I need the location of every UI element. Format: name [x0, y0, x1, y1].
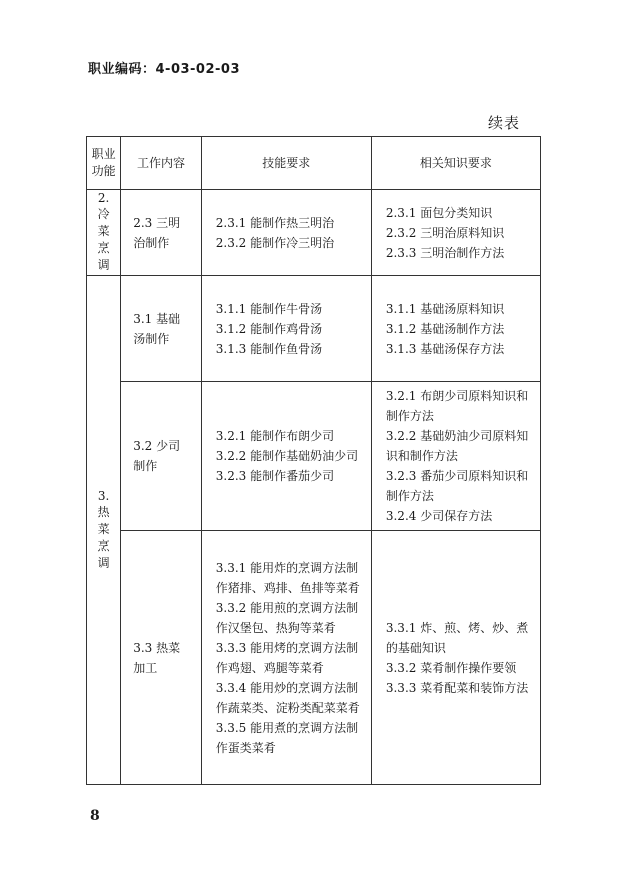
- func-cold-dish: 2. 冷菜烹调: [87, 190, 121, 276]
- table-row: [87, 531, 541, 785]
- skills-table: [86, 136, 541, 785]
- work-2-3: 2.3 三明治制作: [121, 190, 202, 276]
- table-row: [87, 276, 541, 382]
- skills-2-3: 2.3.1 能制作热三明治 2.3.2 能制作冷三明治: [201, 190, 371, 276]
- table-row: [87, 190, 541, 276]
- work-3-2: 3.2 少司制作: [121, 382, 202, 531]
- header-knowledge: 相关知识要求: [371, 137, 540, 190]
- skills-3-2: 3.2.1 能制作布朗少司 3.2.2 能制作基础奶油少司 3.2.3 能制作番茄少司: [201, 382, 371, 531]
- header-skill: 技能要求: [201, 137, 371, 190]
- page-number: 8: [90, 808, 100, 824]
- header-work: 工作内容: [121, 137, 202, 190]
- skills-3-1: 3.1.1 能制作牛骨汤 3.1.2 能制作鸡骨汤 3.1.3 能制作鱼骨汤: [201, 276, 371, 382]
- table-header-row: [87, 137, 541, 190]
- knowledge-3-2: 3.2.1 布朗少司原料知识和制作方法 3.2.2 基础奶油少司原料知识和制作方法 3.2.3 番茄少司原料知识和制作方法 3.2.4 少司保存方法: [371, 382, 540, 531]
- continued-label: 续表: [488, 114, 521, 132]
- work-3-3: 3.3 热菜加工: [121, 531, 202, 785]
- header-func: 职业功能: [87, 137, 121, 190]
- table-row: [87, 382, 541, 531]
- occupation-code: 职业编码：4-03-02-03: [88, 62, 241, 77]
- knowledge-3-1: 3.1.1 基础汤原料知识 3.1.2 基础汤制作方法 3.1.3 基础汤保存方法: [371, 276, 540, 382]
- work-3-1: 3.1 基础汤制作: [121, 276, 202, 382]
- knowledge-2-3: 2.3.1 面包分类知识 2.3.2 三明治原料知识 2.3.3 三明治制作方法: [371, 190, 540, 276]
- func-hot-dish: 3. 热菜烹调: [87, 276, 121, 785]
- knowledge-3-3: 3.3.1 炸、煎、烤、炒、煮的基础知识 3.3.2 菜肴制作操作要领 3.3.3 菜肴配菜和装饰方法: [371, 531, 540, 785]
- skills-3-3: 3.3.1 能用炸的烹调方法制作猪排、鸡排、鱼排等菜肴 3.3.2 能用煎的烹调方法制作汉堡包、热狗等菜肴 3.3.3 能用烤的烹调方法制作鸡翅、鸡腿等菜肴 3.3.4 能用炒的烹调方法制作蔬菜类、淀粉类配菜菜肴 3.3.5 能用煮的烹调方法制作蛋类菜肴: [201, 531, 371, 785]
